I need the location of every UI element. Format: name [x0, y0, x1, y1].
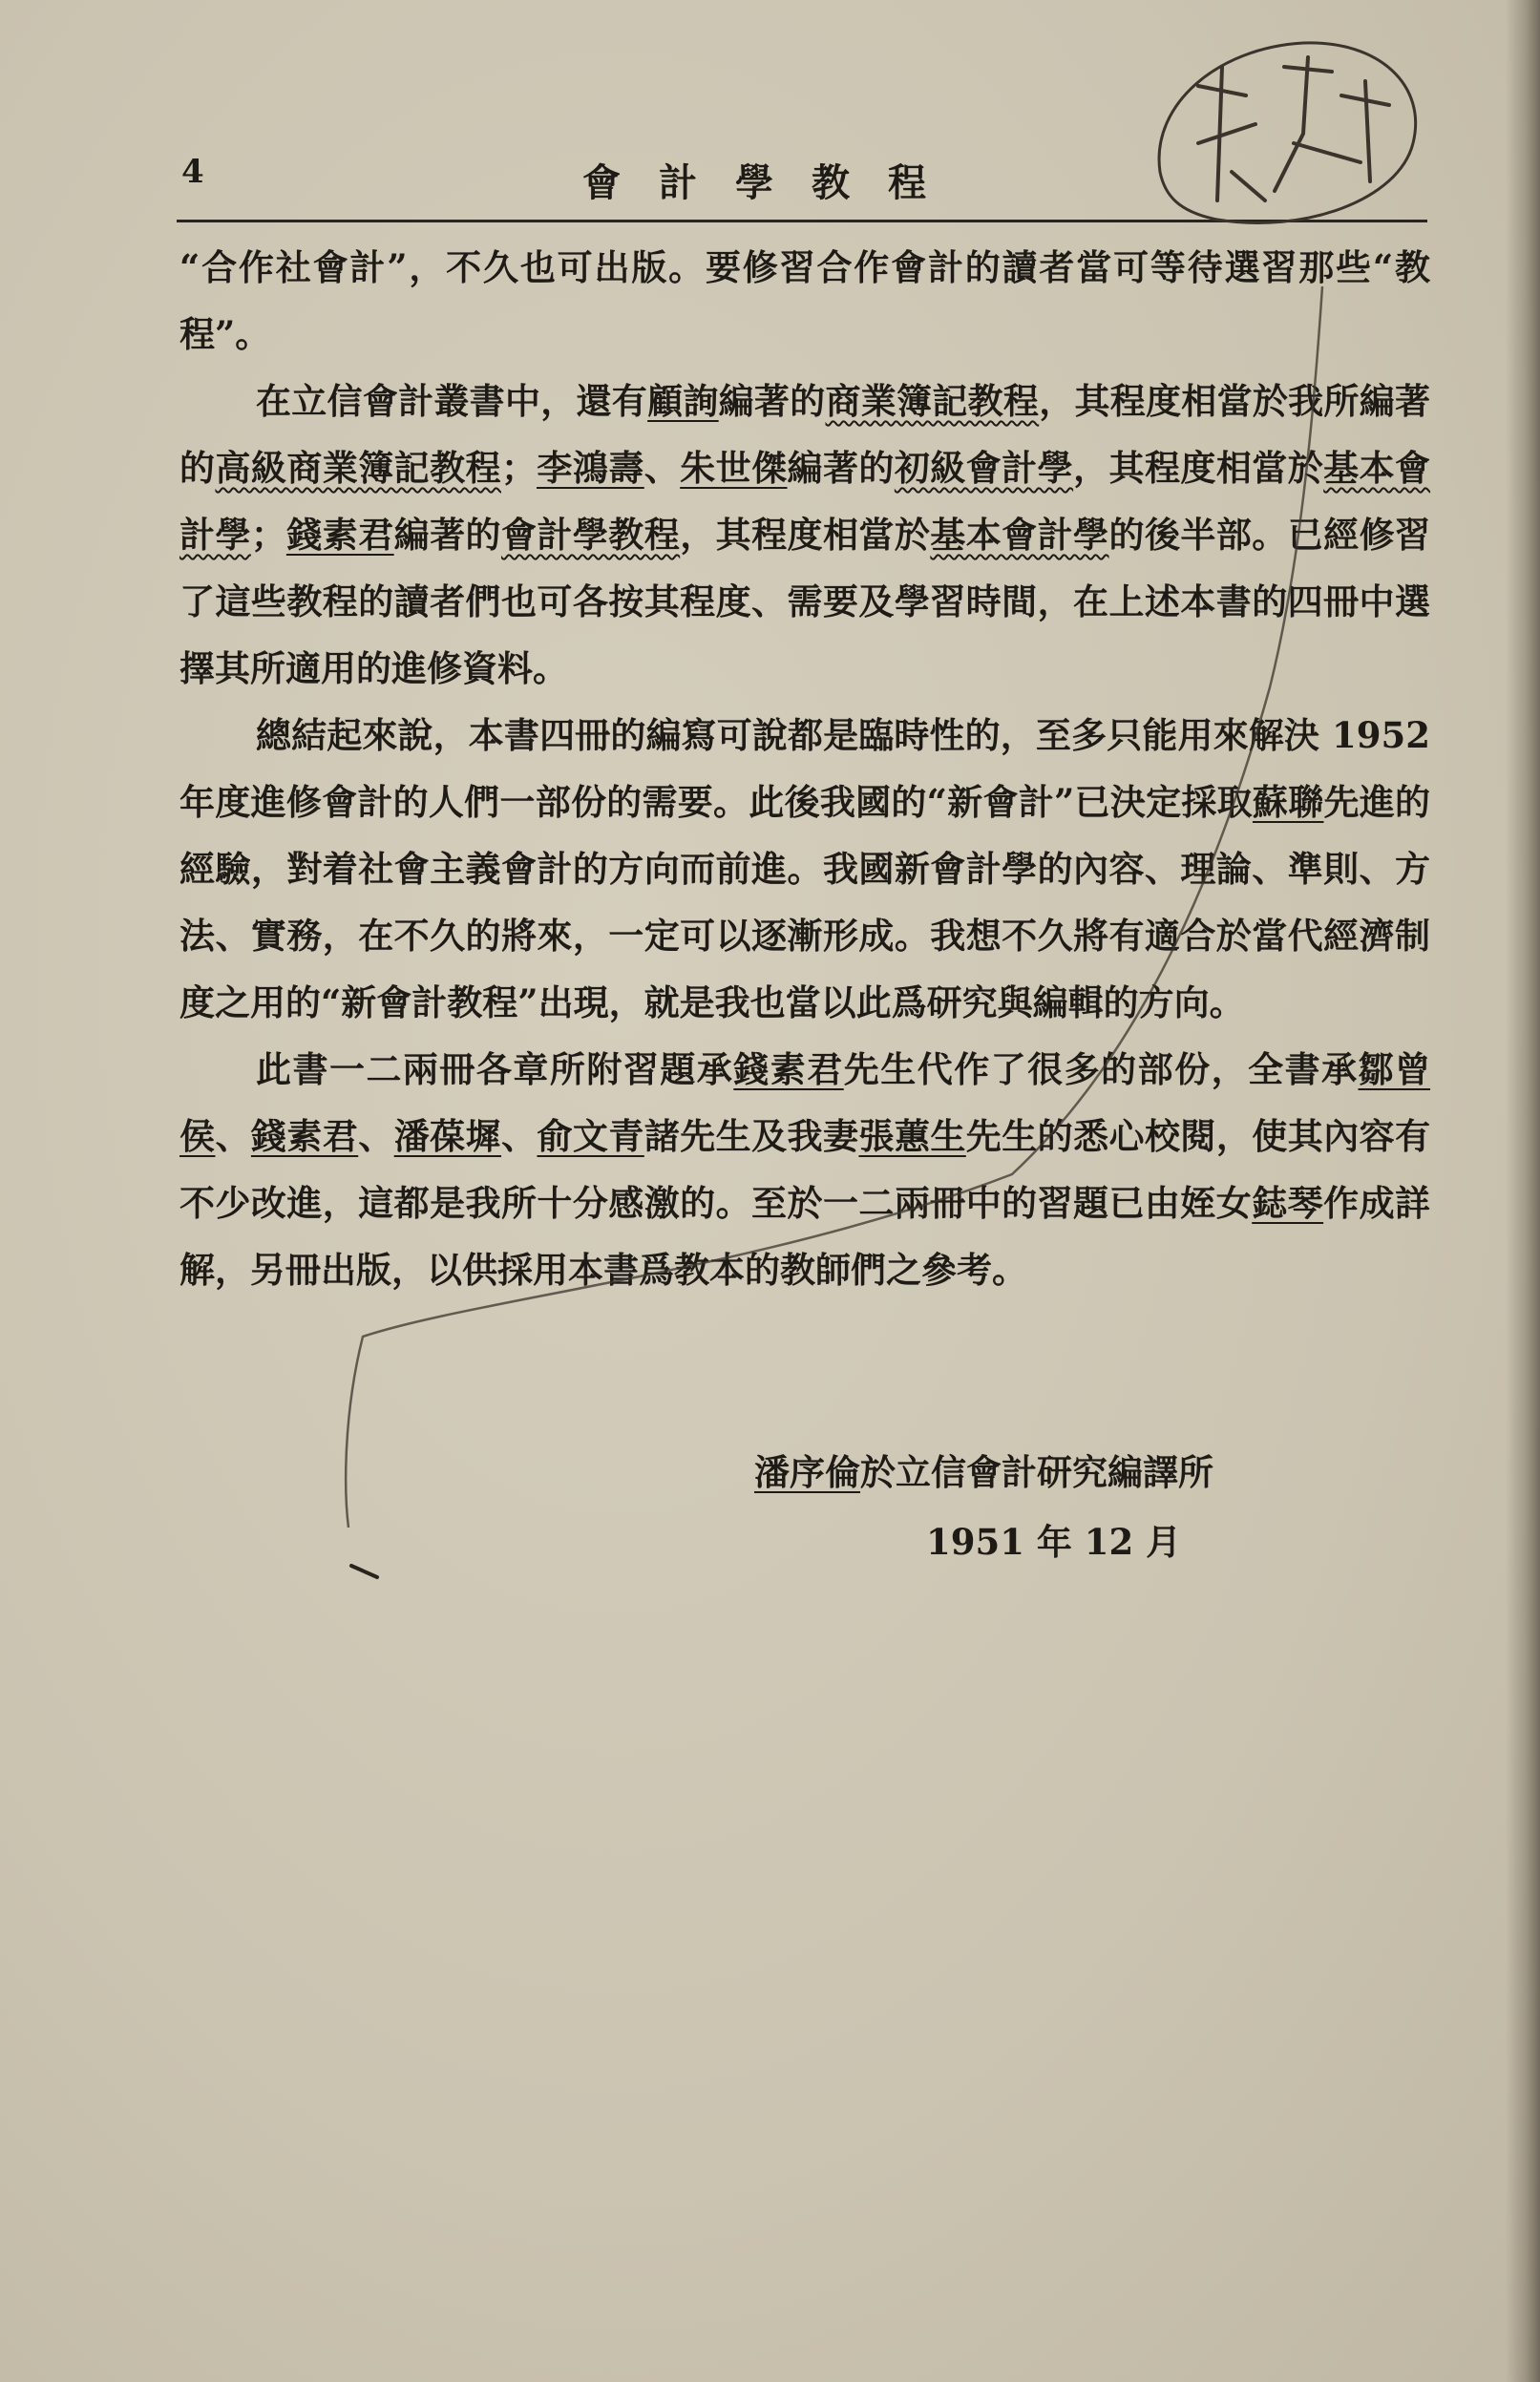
page-edge-shadow [1506, 0, 1540, 2382]
text-run: 、 [643, 447, 681, 489]
proper-name: 潘葆墀 [393, 1115, 502, 1157]
text-run: 、 [215, 1115, 251, 1157]
book-title: 高級商業簿記教程 [215, 447, 501, 489]
proper-name: 俞文青 [537, 1115, 644, 1157]
book-title: 會計學教程 [500, 514, 681, 556]
text-run: 先生的悉心校閱，使其內容有不少改進，這都是我所十分感激的。至於一二兩冊中的習題已由姪女 [179, 1115, 1431, 1224]
book-title: 基本會計學 [179, 447, 1431, 556]
paragraph [179, 702, 1430, 1036]
text-run: ，其程度相當於 [1073, 447, 1324, 489]
page-number: 4 [181, 153, 204, 191]
signature-line [754, 1444, 1213, 1495]
text-run: 總結起來說，本書四冊的編寫可說都是臨時性的，至多只能用來解決 1952 年度進修會計的人們一部份的需要。此後我國的“新會計”已決定採取 [179, 714, 1430, 823]
paragraph [179, 1036, 1430, 1303]
running-title: 會計學教程 [582, 160, 964, 205]
paragraph [179, 234, 1430, 368]
text-run: 、 [501, 1115, 538, 1157]
proper-name: 李鴻壽 [536, 447, 644, 489]
proper-name: 鄒曾侯 [179, 1048, 1431, 1157]
proper-name: 朱世傑 [680, 447, 788, 489]
body-text [179, 234, 1430, 1303]
proper-name: 鋕琴 [1252, 1182, 1324, 1224]
date-line: 1951 年 12 月 [926, 1521, 1182, 1563]
text-run: 諸先生及我妻 [643, 1115, 859, 1157]
book-title: 基本會計學 [930, 514, 1109, 556]
book-title: 商業簿記教程 [825, 380, 1040, 422]
text-run: 在立信會計叢書中，還有 [256, 380, 648, 422]
text-run: 先進的經驗，對着社會主義會計的方向而前進。我國新會計學的內容、理論、準則、方法、實務，在不久的將來，一定可以逐漸形成。我想不久將有適合於當代經濟制度之用的“新會計教程”出現，就是我也當以此爲研究與編輯的方向。 [179, 781, 1431, 1023]
proper-name: 錢素君 [250, 1115, 359, 1157]
paragraph [179, 368, 1430, 702]
text-run: 的後半部。已經修習了這些教程的讀者們也可各按其程度、需要及學習時間，在上述本書的四冊中選擇其所適用的進修資料。 [179, 514, 1431, 689]
text-run: ，其程度相當於 [680, 514, 931, 556]
proper-name: 錢素君 [733, 1048, 844, 1090]
handwritten-note [1141, 29, 1427, 248]
proper-name: 錢素君 [285, 514, 394, 556]
text-run: ； [250, 514, 286, 556]
signature-place: 於立信會計研究編譯所 [860, 1451, 1213, 1493]
book-title: 初級會計學 [894, 447, 1074, 489]
text-run: 編著的 [787, 447, 895, 489]
text-run: 編著的 [393, 514, 501, 556]
text-run: 先生代作了很多的部份，全書承 [843, 1048, 1359, 1090]
signature-author: 潘序倫 [754, 1451, 860, 1493]
text-run: 編著的 [718, 380, 826, 422]
proper-name: 蘇聯 [1252, 781, 1324, 823]
proper-name: 顧詢 [647, 380, 719, 422]
text-run: “合作社會計”，不久也可出版。要修習合作會計的讀者當可等待選習那些“教程”。 [179, 246, 1430, 355]
text-run: ； [500, 447, 537, 489]
proper-name: 張蕙生 [858, 1115, 966, 1157]
text-run: ，其程度相當於我所編著的 [179, 380, 1430, 489]
text-run: 作成詳解，另冊出版，以供採用本書爲教本的教師們之參考。 [179, 1182, 1431, 1291]
text-run: 此書一二兩冊各章所附習題承 [256, 1048, 734, 1090]
text-run: 、 [358, 1115, 394, 1157]
